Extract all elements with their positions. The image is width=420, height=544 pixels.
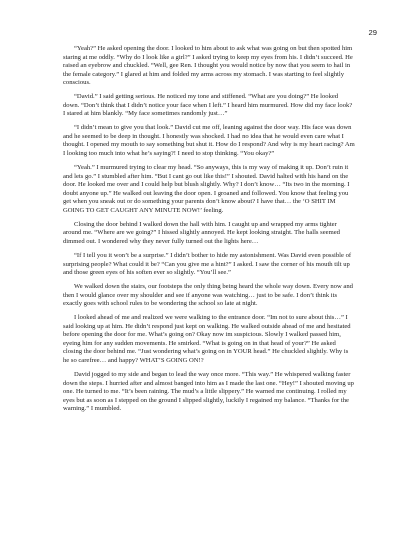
paragraph: “If I tell you it won’t be a surprise.” I didn’t bother to hide my astonishment. Was David even possible of surprising people? What could it be? “Can you give me a hint?” I asked. I saw the corner of his mouth tilt up and those green eyes of his soften ever so slightly. “You’ll see.” [63,251,352,277]
page-number: 29 [368,28,377,37]
paragraph: “David.” I said getting serious. He noticed my tone and stiffened. “What are you doing?” He looked down. “Don’t think that I didn’t notice your face when I left.” I heard him murmured. How did my face look? I stared at him blankly. “My face sometimes randomly just…” [63,93,353,118]
paragraph: “Yeah?” He asked opening the door. I looked to him about to ask what was going on but then spotted him staring at me oddly. “Why do I look like a girl?” I asked trying to keep my eyes from his. I didn’t succeed. He raised an eyebrow and chuckled. “Well, gee Ren. I thought you would notice by now that you seem to hail in the female category.” I glared at him and folded my arms across my stomach. I was starting to feel slightly conscious. [63,45,353,87]
paragraph: Closing the door behind I walked down the hall with him. I caught up and wrapped my arms tighter around me. “Where are we going?” I hissed slightly annoyed. He kept looking straight. The halls seemed dimmed out. I wondered why they never fully turned out the lights here… [63,220,340,245]
paragraph: “Yeah.” I murmured trying to clear my head. “So anyways, this is my way of making it up. Don’t ruin it and lets go.” I stumbled after him. “But I cant go out like this!” I shouted. David halted with his hand on the door. He looked me over and I could help but blush slightly. Why? I don’t know… “Its two in the morning. I doubt anyone up.” He walked out leaving the door open. I groaned and followed. You know that feeling you get when you sneak out or do something your parents don’t know about? I have that… the ‘O SHIT IM GOING TO GET CAUGHT ANY MINUTE NOW!’ feeling. [63,164,350,214]
paragraph: “I didn’t mean to give you that look.” David cut me off, leaning against the door way. His face was down and he seemed to be deep in thought. I honestly was shocked. I had no idea that he would even care what I thought. I opened my mouth to say something but shut it. How do I respond? And why is my heart racing? Am I looking too much into what he’s saying?! I need to stop thinking. “You okay?” [63,124,355,158]
paragraph: I looked ahead of me and realized we were walking to the entrance door. “Im not to sure about this…” I said looking up at him. He didn’t respond just kept on walking. He walked outside ahead of me and hesitated before opening the door for me. What’s going on? Okay now im suspicious. Slowly I walked passed him, eyeing him for any sudden movements. He smirked. “What is going on in that head of your?” He asked closing the door behind me. “Just wondering what’s going on in YOUR head.” He chuckled slightly. Why is he so carefree… and happy? WHAT’S GOING ON!? [63,314,351,364]
paragraph: We walked down the stairs, our footsteps the only thing being heard the whole way down. Every now and then I would glance over my shoulder and see if anyone was watching… just to be safe. I don’t think its exactly goes with school rules to be wondering the school so late at night. [63,283,353,308]
body-text [63,45,356,419]
paragraph: David jogged to my side and began to lead the way once more. “This way.” He whispered walking faster down the steps. I hurried after and almost banged into him as I made the last one. “Hey!” I shouted moving up one. He turned to me. “It’s been raining. The mud’s a little slippery.” He warned me continuing. I rolled my eyes but as soon as I stepped on the ground I slipped slightly, luckily I regained my balance. “Thanks for the warning.” I mumbled. [63,371,354,413]
